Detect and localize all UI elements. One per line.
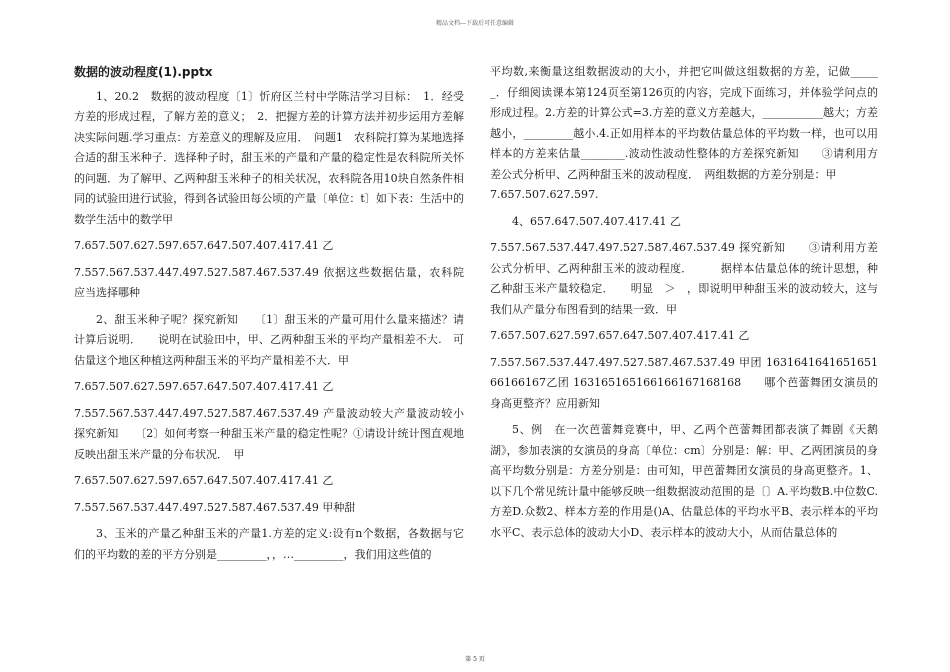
- document-title: 数据的波动程度(1).pptx: [74, 65, 213, 79]
- page-header: 精品文档---下载后可任意编辑: [435, 20, 515, 27]
- right-column: [490, 62, 878, 543]
- paragraph: 7.557.567.537.447.497.527.587.467.537.49 探究新知 ③请利用方差公式分析甲、乙两种甜玉米的波动程度． 据样本估量总体的统计思想，种乙种甜玉米产量较稳定． 明显 ＞ ，即说明甲种甜玉米的波动较大，这与我们从产量分布图看到的结果一致．甲: [490, 241, 878, 316]
- paragraph: 7.557.567.537.447.497.527.587.467.537.49 产量波动较大产量波动较小探究新知 〔2〕如何考察一种甜玉米产量的稳定性呢？①请设计统计图直观地反映出甜玉米产量的分布状况． 甲: [74, 406, 464, 461]
- left-column: [74, 62, 464, 565]
- paragraph: 3、玉米的产量乙种甜玉米的产量1.方差的定义:设有n个数据，各数据与它们的平均数的差的平方分别是_________，，…_________，我们用这些值的: [74, 527, 464, 561]
- paragraph: 2、甜玉米种子呢？探究新知 〔1〕甜玉米的产量可用什么量来描述？请计算后说明． 说明在试验田中，甲、乙两种甜玉米的平均产量相差不大. 可估量这个地区种植这两种甜玉米的平均产量相差不大．甲: [74, 312, 464, 367]
- paragraph: 1、20.2 数据的波动程度〔1〕忻府区兰村中学陈洁学习目标： 1．经受方差的形成过程，了解方差的意义； 2．把握方差的计算方法并初步运用方差解决实际问题.学习重点：方差意义的理解及应用． 问题1 农科院打算为某地选择合适的甜玉米种子．选择种子时，甜玉米的产量和产量的稳定性是农科院所关怀的问题．为了解甲、乙两种甜玉米种子的相关状况，农科院各用10块自然条件相同的试验田进行试验，得到各试验田每公顷的产量〔单位：t〕如下表：生活中的数学生活中的数学甲: [74, 89, 464, 226]
- paragraph: 4、657.647.507.407.417.41 乙: [512, 214, 681, 228]
- page-number: 第 5 页: [465, 656, 485, 663]
- data-line: 7.657.507.627.597.: [490, 188, 599, 201]
- data-line: 7.657.507.627.597.657.647.507.407.417.41 乙: [74, 474, 334, 487]
- data-line: 7.557.567.537.447.497.527.587.467.537.49 甲种甜: [74, 500, 356, 514]
- paragraph: 平均数,来衡量这组数据波动的大小，并把它叫做这组数据的方差，记做______．仔细阅读课本第124页至第126页的内容，完成下面练习，并体验学问点的形成过程。2.方差的计算公式=3.方差的意义方差越大，___________越大；方差越小，_________越小.4.正如用样本的平均数估量总体的平均数一样，也可以用样本的方差来估量________.波动性波动性整体的方差探究新知 ③请利用方差公式分析甲、乙两种甜玉米的波动程度． 两组数据的方差分别是：甲: [490, 65, 878, 181]
- data-line: 7.657.507.627.597.657.647.507.407.417.41 乙: [74, 380, 334, 393]
- data-line: 7.657.507.627.597.657.647.507.407.417.41 乙: [490, 329, 750, 342]
- paragraph: 5、例 在一次芭蕾舞竞赛中，甲、乙两个芭蕾舞团都表演了舞剧《天鹅湖》，参加表演的女演员的身高〔单位：cm〕分别是：解：甲、乙两团演员的身高平均数分别是：方差分别是：由可知，甲芭蕾舞团女演员的身高更整齐。1、以下几个常见统计量中能够反映一组数据波动范围的是〔〕A.平均数B.中位数C.方差D.众数2、样本方差的作用是()A、估量总体的平均水平B、表示样本的平均水平C、表示总体的波动大小D、表示样本的波动大小，从而估量总体的: [490, 423, 878, 539]
- paragraph: 7.557.567.537.447.497.527.587.467.537.49 甲团 163164164165165166166167乙团 163165165166166167168168 哪个芭蕾舞团女演员的身高更整齐？应用新知: [490, 355, 878, 410]
- paragraph: 7.557.567.537.447.497.527.587.467.537.49 依据这些数据估量，农科院应当选择哪种: [74, 265, 464, 299]
- data-line: 7.657.507.627.597.657.647.507.407.417.41 乙: [74, 239, 334, 252]
